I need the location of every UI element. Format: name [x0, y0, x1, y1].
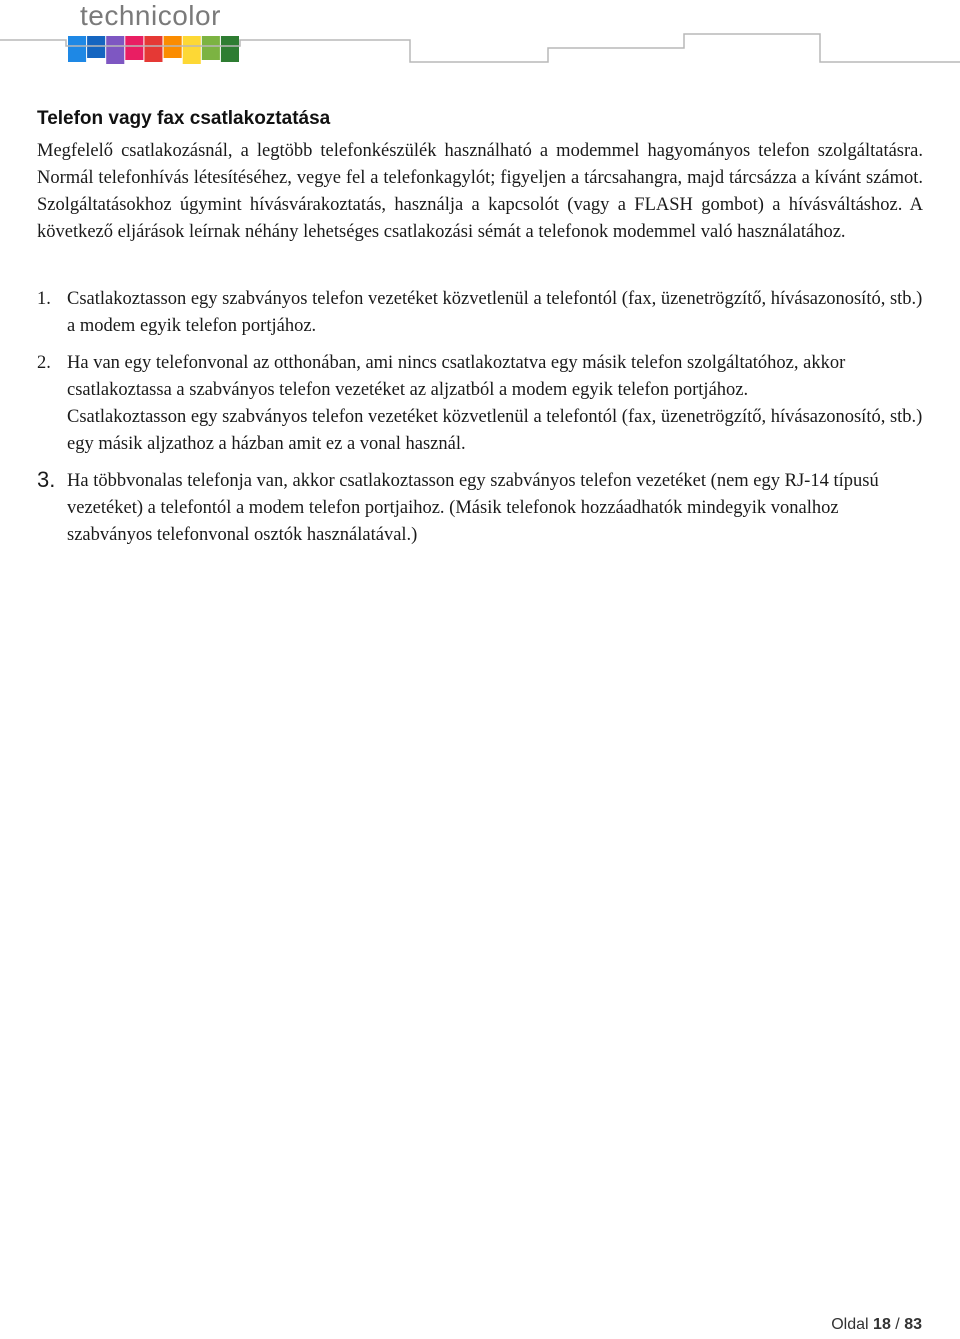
- steps-list: [37, 286, 923, 549]
- list-item: [37, 286, 923, 340]
- logo-color-bar: [68, 36, 86, 62]
- logo-color-bar: [202, 36, 220, 60]
- logo-color-bar: [144, 36, 162, 62]
- logo-color-bar: [125, 36, 143, 60]
- list-item: [37, 350, 923, 458]
- logo-color-bar: [183, 36, 201, 64]
- total-pages: 83: [904, 1316, 922, 1333]
- step-number: 2.: [37, 353, 51, 373]
- logo-color-bar: [221, 36, 239, 62]
- list-item: [37, 468, 923, 549]
- step-text: Ha többvonalas telefonja van, akkor csatlakoztasson egy szabványos telefon vezetéket (nem egy RJ-14 típusú vezetéket) a telefontól a modem telefon portjaihoz. (Másik telefonok hozzáadhatók mindegyik vonalhoz szabványos telefonvonal osztók használatával.): [67, 471, 879, 545]
- logo-color-bar: [87, 36, 105, 58]
- page-number-footer: [831, 1316, 922, 1334]
- logo-color-bar: [106, 36, 124, 64]
- brand-logo-text: technicolor: [80, 0, 221, 31]
- logo-color-bar: [164, 36, 182, 58]
- page-separator: /: [895, 1316, 900, 1333]
- page-content: [37, 106, 923, 559]
- intro-paragraph: Megfelelő csatlakozásnál, a legtöbb telefonkészülék használható a modemmel hagyományos telefon szolgáltatásra. Normál telefonhívás létesítéséhez, vegye fel a telefonkagylót; figyeljen a tárcsahangra, majd tárcsázza a kívánt számot. Szolgáltatásokhoz úgymint hívásvárakoztatás, használja a kapcsolót (vagy a FLASH gombot) a hívásváltáshoz. A következő eljárások leírnak néhány lehetséges csatlakozási sémát a telefonok modemmel való használatához.: [37, 141, 923, 242]
- step-number: 1.: [37, 289, 51, 309]
- header-rule: [0, 34, 960, 62]
- current-page: 18: [873, 1316, 891, 1333]
- section-title: Telefon vagy fax csatlakoztatása: [37, 108, 331, 129]
- technicolor-logo-bars: [68, 36, 239, 64]
- step-text: Csatlakoztasson egy szabványos telefon vezetéket közvetlenül a telefontól (fax, üzenetrögzítő, hívásazonosító, stb.) egy másik aljzathoz a házban amit ez a vonal használ.: [67, 407, 923, 454]
- page-label: Oldal: [831, 1316, 869, 1333]
- step-text: Csatlakoztasson egy szabványos telefon vezetéket közvetlenül a telefontól (fax, üzenetrögzítő, hívásazonosító, stb.) a modem egyik telefon portjához.: [67, 289, 923, 336]
- page-header: [0, 0, 960, 80]
- step-text: Ha van egy telefonvonal az otthonában, ami nincs csatlakoztatva egy másik telefon szolgáltatóhoz, akkor csatlakoztassa a szabványos telefon vezetéket az aljzatból a modem egyik telefon portjához.: [67, 353, 846, 400]
- step-number: 3.: [37, 467, 56, 492]
